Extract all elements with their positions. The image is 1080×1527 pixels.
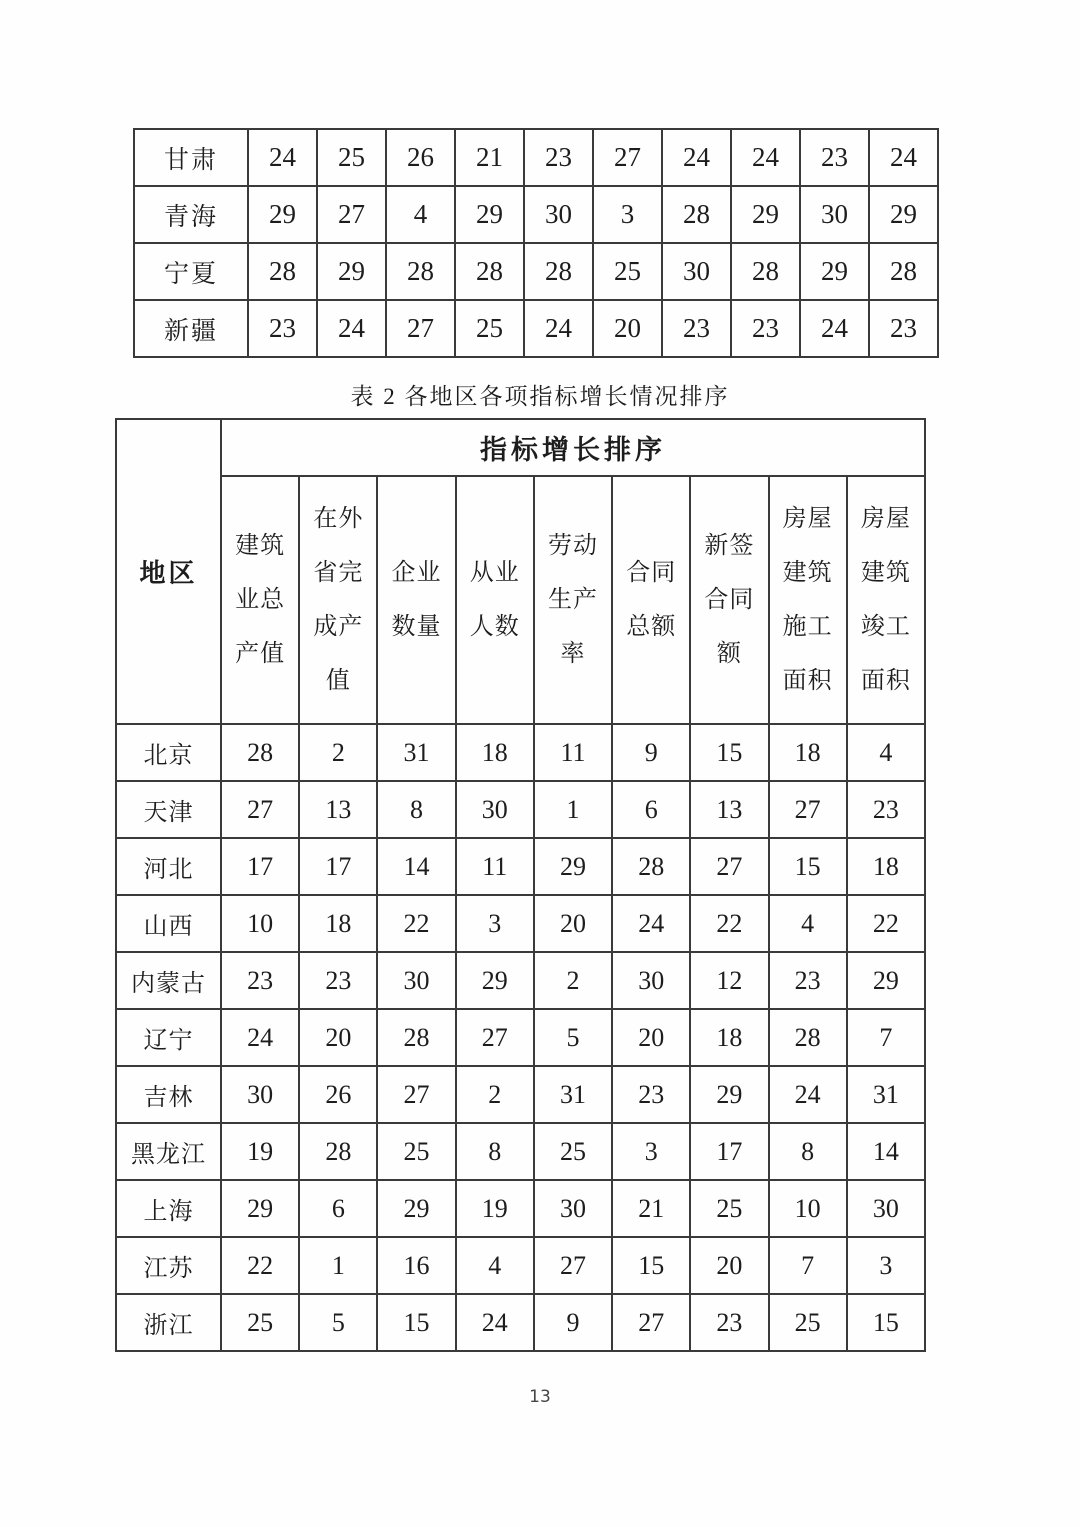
value-cell: 22 bbox=[221, 1237, 299, 1294]
value-cell: 1 bbox=[299, 1237, 377, 1294]
value-cell: 24 bbox=[248, 129, 317, 186]
indicator-growth-rank-table-head bbox=[116, 419, 925, 724]
value-cell: 8 bbox=[769, 1123, 847, 1180]
value-cell: 22 bbox=[847, 895, 925, 952]
value-cell: 30 bbox=[524, 186, 593, 243]
table-row bbox=[116, 724, 925, 781]
value-cell: 2 bbox=[299, 724, 377, 781]
value-cell: 23 bbox=[524, 129, 593, 186]
value-cell: 9 bbox=[612, 724, 690, 781]
value-cell: 24 bbox=[869, 129, 938, 186]
value-cell: 17 bbox=[221, 838, 299, 895]
value-cell: 4 bbox=[456, 1237, 534, 1294]
value-cell: 29 bbox=[690, 1066, 768, 1123]
value-cell: 26 bbox=[386, 129, 455, 186]
region-cell: 河北 bbox=[116, 838, 221, 895]
value-cell: 27 bbox=[386, 300, 455, 357]
region-cell: 浙江 bbox=[116, 1294, 221, 1351]
value-cell: 25 bbox=[317, 129, 386, 186]
table2-caption: 表 2 各地区各项指标增长情况排序 bbox=[350, 384, 730, 409]
value-cell: 7 bbox=[847, 1009, 925, 1066]
value-cell: 24 bbox=[221, 1009, 299, 1066]
region-cell: 内蒙古 bbox=[116, 952, 221, 1009]
value-cell: 27 bbox=[377, 1066, 455, 1123]
value-cell: 24 bbox=[662, 129, 731, 186]
value-cell: 6 bbox=[299, 1180, 377, 1237]
value-cell: 30 bbox=[221, 1066, 299, 1123]
value-cell: 28 bbox=[386, 243, 455, 300]
table-row bbox=[116, 1009, 925, 1066]
column-header: 房屋建筑竣工面积 bbox=[847, 476, 925, 724]
value-cell: 14 bbox=[377, 838, 455, 895]
value-cell: 26 bbox=[299, 1066, 377, 1123]
value-cell: 22 bbox=[377, 895, 455, 952]
column-header: 房屋建筑施工面积 bbox=[769, 476, 847, 724]
column-header: 新签合同额 bbox=[690, 476, 768, 724]
value-cell: 15 bbox=[769, 838, 847, 895]
table-row bbox=[116, 1066, 925, 1123]
value-cell: 23 bbox=[612, 1066, 690, 1123]
value-cell: 28 bbox=[612, 838, 690, 895]
indicator-growth-rank-table bbox=[115, 418, 926, 1352]
value-cell: 22 bbox=[690, 895, 768, 952]
region-cell: 江苏 bbox=[116, 1237, 221, 1294]
page-number: 13 bbox=[529, 1387, 551, 1407]
table-header-row bbox=[116, 476, 925, 724]
column-header: 企业数量 bbox=[377, 476, 455, 724]
group-header-cell: 指标增长排序 bbox=[221, 419, 925, 476]
column-header: 合同总额 bbox=[612, 476, 690, 724]
region-cell: 上海 bbox=[116, 1180, 221, 1237]
table-row bbox=[116, 895, 925, 952]
region-cell: 黑龙江 bbox=[116, 1123, 221, 1180]
value-cell: 1 bbox=[534, 781, 612, 838]
region-cell: 甘肃 bbox=[134, 129, 248, 186]
table-row bbox=[116, 838, 925, 895]
region-rank-table-continued bbox=[133, 128, 939, 358]
table-row bbox=[116, 1294, 925, 1351]
value-cell: 25 bbox=[593, 243, 662, 300]
value-cell: 19 bbox=[221, 1123, 299, 1180]
value-cell: 24 bbox=[524, 300, 593, 357]
value-cell: 23 bbox=[248, 300, 317, 357]
value-cell: 15 bbox=[690, 724, 768, 781]
value-cell: 9 bbox=[534, 1294, 612, 1351]
value-cell: 29 bbox=[221, 1180, 299, 1237]
value-cell: 30 bbox=[456, 781, 534, 838]
region-cell: 山西 bbox=[116, 895, 221, 952]
value-cell: 28 bbox=[524, 243, 593, 300]
value-cell: 15 bbox=[847, 1294, 925, 1351]
value-cell: 25 bbox=[377, 1123, 455, 1180]
value-cell: 20 bbox=[612, 1009, 690, 1066]
value-cell: 18 bbox=[299, 895, 377, 952]
value-cell: 7 bbox=[769, 1237, 847, 1294]
value-cell: 19 bbox=[456, 1180, 534, 1237]
value-cell: 29 bbox=[800, 243, 869, 300]
value-cell: 31 bbox=[534, 1066, 612, 1123]
value-cell: 25 bbox=[455, 300, 524, 357]
corner-header-cell: 地区 bbox=[116, 419, 221, 724]
table-row bbox=[134, 186, 938, 243]
column-header: 劳动生产率 bbox=[534, 476, 612, 724]
value-cell: 17 bbox=[299, 838, 377, 895]
value-cell: 27 bbox=[456, 1009, 534, 1066]
value-cell: 24 bbox=[456, 1294, 534, 1351]
value-cell: 30 bbox=[662, 243, 731, 300]
value-cell: 8 bbox=[456, 1123, 534, 1180]
value-cell: 23 bbox=[221, 952, 299, 1009]
value-cell: 18 bbox=[847, 838, 925, 895]
value-cell: 23 bbox=[769, 952, 847, 1009]
value-cell: 21 bbox=[455, 129, 524, 186]
value-cell: 23 bbox=[847, 781, 925, 838]
column-header: 建筑业总产值 bbox=[221, 476, 299, 724]
value-cell: 29 bbox=[534, 838, 612, 895]
value-cell: 24 bbox=[769, 1066, 847, 1123]
value-cell: 24 bbox=[731, 129, 800, 186]
value-cell: 28 bbox=[769, 1009, 847, 1066]
value-cell: 29 bbox=[847, 952, 925, 1009]
value-cell: 10 bbox=[221, 895, 299, 952]
value-cell: 29 bbox=[731, 186, 800, 243]
value-cell: 29 bbox=[248, 186, 317, 243]
value-cell: 30 bbox=[377, 952, 455, 1009]
value-cell: 29 bbox=[377, 1180, 455, 1237]
value-cell: 27 bbox=[534, 1237, 612, 1294]
value-cell: 3 bbox=[847, 1237, 925, 1294]
value-cell: 23 bbox=[869, 300, 938, 357]
value-cell: 27 bbox=[593, 129, 662, 186]
value-cell: 28 bbox=[221, 724, 299, 781]
region-cell: 新疆 bbox=[134, 300, 248, 357]
table-row bbox=[134, 243, 938, 300]
value-cell: 23 bbox=[690, 1294, 768, 1351]
value-cell: 31 bbox=[377, 724, 455, 781]
value-cell: 23 bbox=[662, 300, 731, 357]
value-cell: 20 bbox=[299, 1009, 377, 1066]
value-cell: 6 bbox=[612, 781, 690, 838]
value-cell: 25 bbox=[534, 1123, 612, 1180]
value-cell: 29 bbox=[869, 186, 938, 243]
region-cell: 青海 bbox=[134, 186, 248, 243]
value-cell: 27 bbox=[317, 186, 386, 243]
table-row bbox=[116, 1237, 925, 1294]
value-cell: 13 bbox=[299, 781, 377, 838]
value-cell: 30 bbox=[612, 952, 690, 1009]
value-cell: 11 bbox=[534, 724, 612, 781]
value-cell: 14 bbox=[847, 1123, 925, 1180]
region-cell: 北京 bbox=[116, 724, 221, 781]
value-cell: 27 bbox=[612, 1294, 690, 1351]
table-row bbox=[116, 952, 925, 1009]
indicator-growth-rank-table-body bbox=[116, 724, 925, 1351]
value-cell: 18 bbox=[456, 724, 534, 781]
region-cell: 吉林 bbox=[116, 1066, 221, 1123]
value-cell: 11 bbox=[456, 838, 534, 895]
value-cell: 24 bbox=[800, 300, 869, 357]
value-cell: 4 bbox=[847, 724, 925, 781]
region-cell: 宁夏 bbox=[134, 243, 248, 300]
value-cell: 28 bbox=[731, 243, 800, 300]
value-cell: 24 bbox=[612, 895, 690, 952]
value-cell: 5 bbox=[534, 1009, 612, 1066]
value-cell: 20 bbox=[534, 895, 612, 952]
value-cell: 2 bbox=[534, 952, 612, 1009]
value-cell: 29 bbox=[317, 243, 386, 300]
table-row bbox=[116, 781, 925, 838]
value-cell: 30 bbox=[534, 1180, 612, 1237]
value-cell: 2 bbox=[456, 1066, 534, 1123]
value-cell: 17 bbox=[690, 1123, 768, 1180]
region-cell: 辽宁 bbox=[116, 1009, 221, 1066]
value-cell: 25 bbox=[690, 1180, 768, 1237]
region-cell: 天津 bbox=[116, 781, 221, 838]
value-cell: 28 bbox=[869, 243, 938, 300]
value-cell: 23 bbox=[731, 300, 800, 357]
value-cell: 31 bbox=[847, 1066, 925, 1123]
column-header: 在外省完成产值 bbox=[299, 476, 377, 724]
value-cell: 15 bbox=[377, 1294, 455, 1351]
table-row bbox=[134, 300, 938, 357]
value-cell: 27 bbox=[769, 781, 847, 838]
table-row bbox=[116, 1180, 925, 1237]
value-cell: 21 bbox=[612, 1180, 690, 1237]
value-cell: 5 bbox=[299, 1294, 377, 1351]
value-cell: 29 bbox=[456, 952, 534, 1009]
value-cell: 16 bbox=[377, 1237, 455, 1294]
value-cell: 27 bbox=[221, 781, 299, 838]
table-header-row bbox=[116, 419, 925, 476]
value-cell: 24 bbox=[317, 300, 386, 357]
table-row bbox=[116, 1123, 925, 1180]
value-cell: 3 bbox=[456, 895, 534, 952]
region-rank-table-body bbox=[134, 129, 938, 357]
value-cell: 25 bbox=[769, 1294, 847, 1351]
value-cell: 13 bbox=[690, 781, 768, 838]
value-cell: 20 bbox=[690, 1237, 768, 1294]
value-cell: 28 bbox=[662, 186, 731, 243]
value-cell: 23 bbox=[800, 129, 869, 186]
value-cell: 18 bbox=[769, 724, 847, 781]
column-header: 从业人数 bbox=[456, 476, 534, 724]
value-cell: 25 bbox=[221, 1294, 299, 1351]
value-cell: 29 bbox=[455, 186, 524, 243]
value-cell: 28 bbox=[299, 1123, 377, 1180]
value-cell: 30 bbox=[847, 1180, 925, 1237]
value-cell: 23 bbox=[299, 952, 377, 1009]
value-cell: 4 bbox=[386, 186, 455, 243]
value-cell: 20 bbox=[593, 300, 662, 357]
value-cell: 12 bbox=[690, 952, 768, 1009]
value-cell: 28 bbox=[377, 1009, 455, 1066]
value-cell: 15 bbox=[612, 1237, 690, 1294]
value-cell: 30 bbox=[800, 186, 869, 243]
value-cell: 27 bbox=[690, 838, 768, 895]
value-cell: 8 bbox=[377, 781, 455, 838]
value-cell: 3 bbox=[612, 1123, 690, 1180]
value-cell: 28 bbox=[248, 243, 317, 300]
value-cell: 4 bbox=[769, 895, 847, 952]
value-cell: 10 bbox=[769, 1180, 847, 1237]
value-cell: 28 bbox=[455, 243, 524, 300]
value-cell: 18 bbox=[690, 1009, 768, 1066]
table-row bbox=[134, 129, 938, 186]
value-cell: 3 bbox=[593, 186, 662, 243]
